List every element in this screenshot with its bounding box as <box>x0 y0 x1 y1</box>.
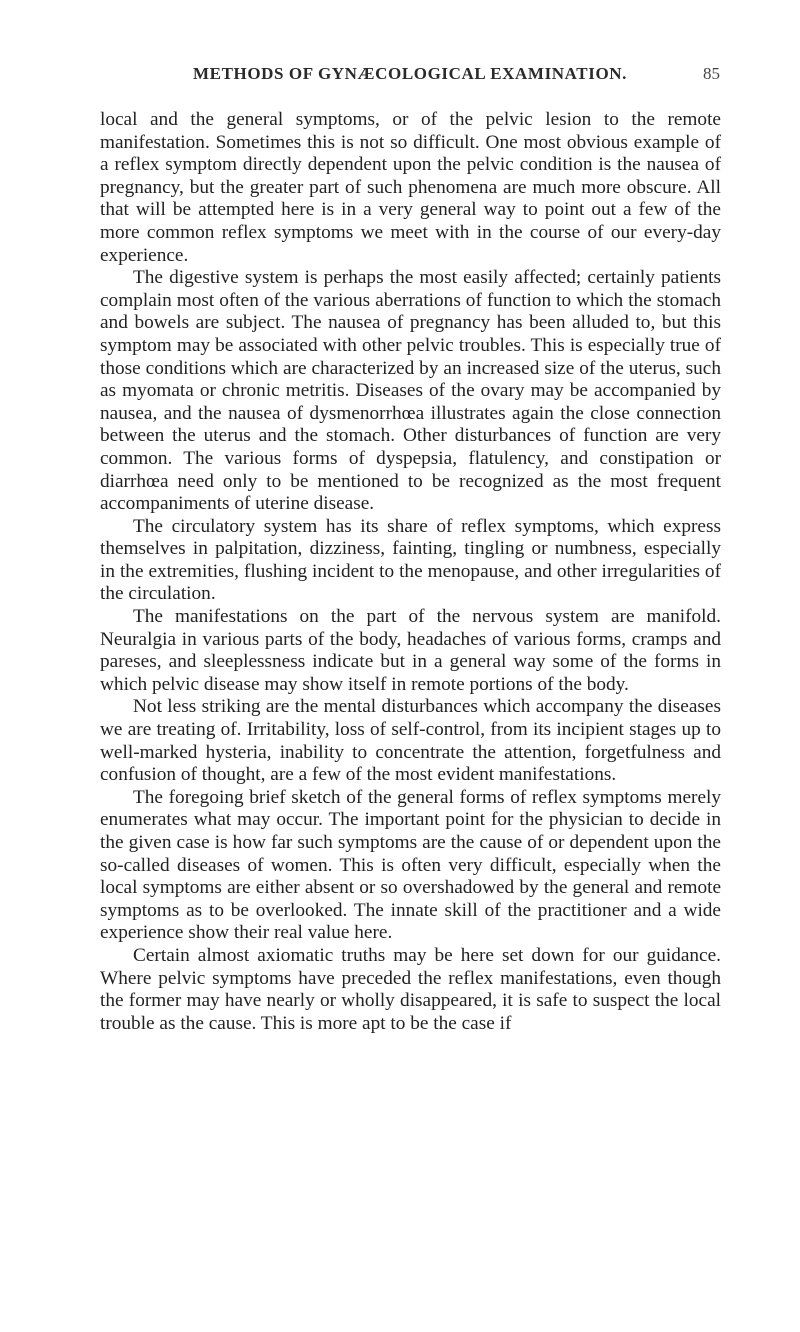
paragraph-foregoing-sketch: The foregoing brief sketch of the general forms of reflex symptoms merely enumerates what may occur. The important point for the physician to decide in the given case is how far such symptoms are the cause of or dependent upon the so-called diseases of women. This is often very difficult, especially when the local symptoms are either absent or so overshadowed by the general and remote symptoms as to be overlooked. The innate skill of the practitioner and a wide experience show their real value here. <box>100 786 721 944</box>
page-number: 85 <box>703 64 720 83</box>
paragraph-mental-disturbances: Not less striking are the mental disturbances which accompany the diseases we are treating of. Irritability, loss of self-control, from its incipient stages up to well-marked hysteria, inability to concentrate the attention, forgetfulness and confusion of thought, are a few of the most evident manifestations. <box>100 696 721 786</box>
running-title: METHODS OF GYNÆCOLOGICAL EXAMINATION. <box>192 64 627 83</box>
paragraph-axiomatic-truths: Certain almost axiomatic truths may be here set down for our guidance. Where pelvic symptoms have preceded the reflex manifestations, even though the former may have nearly or wholly disappeared, it is safe to suspect the local trouble as the cause. This is more apt to be the case if <box>100 944 721 1034</box>
paragraph-continued: local and the general symptoms, or of the pelvic lesion to the remote manifestation. Sometimes this is not so difficult. One most obvious example of a reflex symptom directly dependent upon the pelvic condition is the nausea of pregnancy, but the greater part of such phenomena are much more obscure. All that will be attempted here is in a very general way to point out a few of the more common reflex symptoms we meet with in the course of our every-day experience. <box>100 109 721 266</box>
running-head <box>100 64 720 94</box>
paragraph-circulatory-system: The circulatory system has its share of reflex symptoms, which express themselves in palpitation, dizziness, fainting, tingling or numbness, especially in the extremities, flushing incident to the menopause, and other irregularities of the circulation. <box>100 515 721 605</box>
body-text <box>100 109 721 1035</box>
paragraph-nervous-system: The manifestations on the part of the nervous system are manifold. Neuralgia in various parts of the body, headaches of various forms, cramps and pareses, and sleeplessness indicate but in a general way some of the forms in which pelvic disease may show itself in remote portions of the body. <box>100 606 721 695</box>
paragraph-digestive-system: The digestive system is perhaps the most easily affected; certainly patients complain most often of the various aberrations of function to which the stomach and bowels are subject. The nausea of pregnancy has been alluded to, but this symptom may be associated with other pelvic troubles. This is especially true of those conditions which are characterized by an increased size of the uterus, such as myomata or chronic metritis. Diseases of the ovary may be accompanied by nausea, and the nausea of dysmenorrhœa illustrates again the close connection between the uterus and the stomach. Other disturbances of function are very common. The various forms of dyspepsia, flatulency, and constipation or diarrhœa need only to be mentioned to be recognized as the most frequent accompaniments of uterine disease. <box>100 267 721 515</box>
